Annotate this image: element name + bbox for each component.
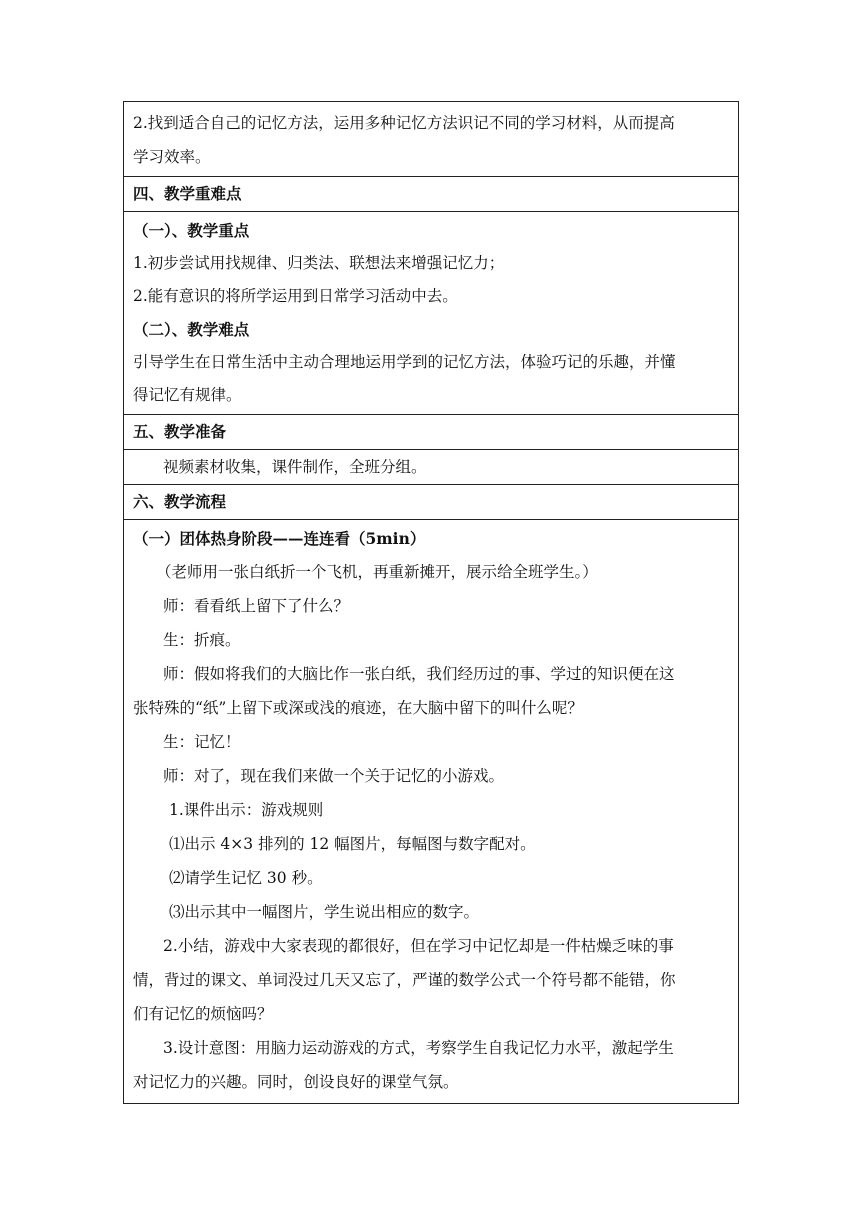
flow-line-6: 生：记忆！ (163, 733, 241, 751)
section4-body-row (124, 211, 738, 414)
section5-heading-row (124, 414, 738, 449)
lesson-plan-table (123, 101, 739, 1104)
flow-line-7: 师：对了，现在我们来做一个关于记忆的小游戏。 (163, 767, 505, 785)
section4-heading: 四、教学重难点 (133, 184, 242, 203)
key-point-2: 2.能有意识的将所学运用到日常学习活动中去。 (133, 287, 458, 305)
goal-line-2: 学习效率。 (133, 148, 211, 166)
flow-line-1: （老师用一张白纸折一个飞机，再重新摊开，展示给全班学生。） (156, 563, 598, 581)
flow-line-2: 师：看看纸上留下了什么？ (163, 597, 350, 615)
flow-line-13: 情，背过的课文、单词没过几天又忘了，严谨的数学公式一个符号都不能错，你 (133, 971, 676, 989)
key-point-1: 1.初步尝试用找规律、归类法、联想法来增强记忆力； (133, 254, 505, 272)
flow-line-14: 们有记忆的烦恼吗？ (133, 1005, 273, 1023)
flow-line-11: ⑶出示其中一幅图片，学生说出相应的数字。 (169, 903, 480, 921)
key-points-title: （一）、教学重点 (133, 221, 250, 240)
warmup-stage-title: （一）团体热身阶段——连连看（5min） (133, 529, 426, 548)
flow-line-5: 张特殊的“纸”上留下或深或浅的痕迹，在大脑中留下的叫什么呢？ (133, 699, 583, 717)
flow-line-8: 1.课件出示：游戏规则 (169, 801, 324, 819)
section6-heading: 六、教学流程 (133, 492, 227, 511)
goal-line-1: 2.找到适合自己的记忆方法，运用多种记忆方法识记不同的学习材料，从而提高 (133, 114, 675, 132)
flow-line-15: 3.设计意图：用脑力运动游戏的方式，考察学生自我记忆力水平，激起学生 (163, 1039, 674, 1057)
flow-line-4: 师：假如将我们的大脑比作一张白纸，我们经历过的事、学过的知识便在这 (163, 665, 675, 683)
section6-body-row (124, 519, 738, 1103)
preparation-text: 视频素材收集，课件制作，全班分组。 (163, 458, 427, 476)
difficult-points-title: （二）、教学难点 (133, 320, 250, 339)
section5-heading: 五、教学准备 (133, 422, 227, 441)
section4-heading-row (124, 176, 738, 211)
difficult-point-line-1: 引导学生在日常生活中主动合理地运用学到的记忆方法，体验巧记的乐趣，并懂 (133, 353, 676, 371)
section5-body-row (124, 449, 738, 484)
flow-line-16: 对记忆力的兴趣。同时，创设良好的课堂气氛。 (133, 1073, 459, 1091)
flow-line-9: ⑴出示 4×3 排列的 12 幅图片，每幅图与数字配对。 (169, 835, 536, 853)
flow-line-10: ⑵请学生记忆 30 秒。 (169, 869, 323, 887)
goal-row (124, 102, 738, 176)
flow-line-3: 生：折痕。 (163, 631, 241, 649)
section6-heading-row (124, 484, 738, 519)
difficult-point-line-2: 得记忆有规律。 (133, 386, 242, 404)
flow-line-12: 2.小结，游戏中大家表现的都很好，但在学习中记忆却是一件枯燥乏味的事 (163, 937, 674, 955)
